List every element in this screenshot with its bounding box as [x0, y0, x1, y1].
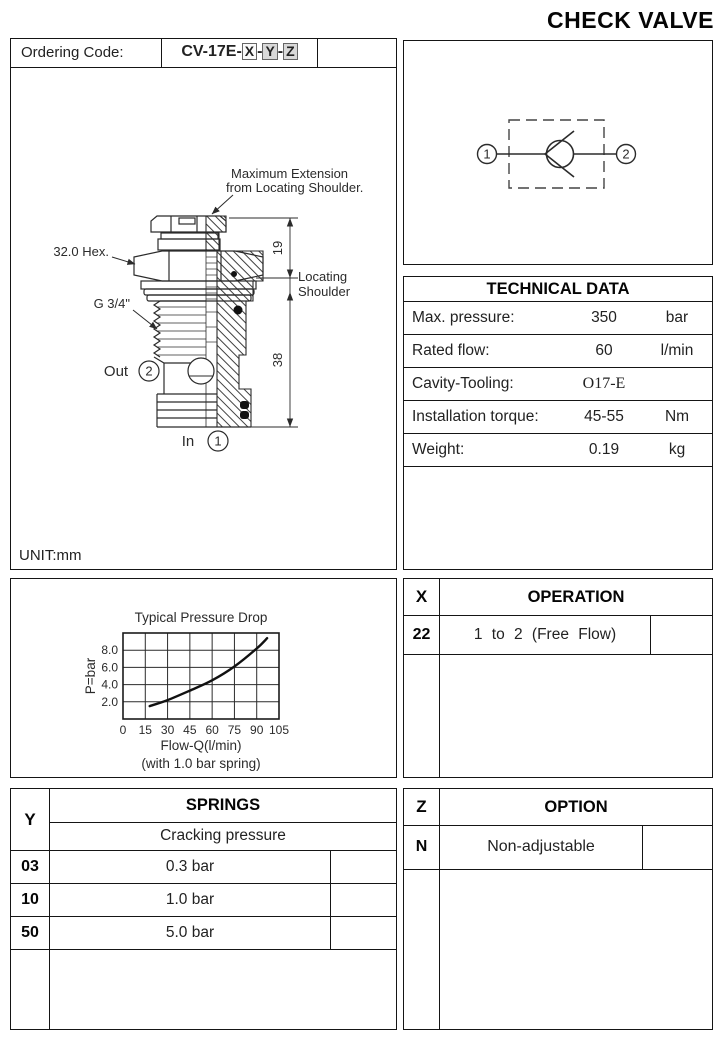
hex-leader: [112, 257, 135, 264]
option-col-header: Z: [416, 797, 427, 816]
svg-text:105: 105: [268, 723, 290, 737]
tech-row-installation-torque: [404, 400, 712, 434]
svg-text:2.0: 2.0: [101, 694, 118, 709]
ordering-code-prefix: CV-17E-: [181, 43, 242, 60]
spring-row-desc: 0.3 bar: [50, 850, 331, 883]
in-port-label: In: [181, 433, 195, 450]
symbol-panel: [403, 40, 713, 265]
operation-row-divider: [404, 654, 712, 655]
pressure-drop-chart: [11, 579, 395, 776]
ordering-code-empty-cell: [318, 39, 396, 67]
springs-col-header: Y: [24, 810, 36, 829]
option-row-desc: Non-adjustable: [440, 825, 643, 869]
dim-38-label: 38: [270, 352, 285, 368]
svg-text:15: 15: [138, 723, 152, 737]
out-port-hole: [188, 358, 214, 384]
ordering-code-z: Z: [283, 43, 298, 60]
tech-unit: bar: [665, 308, 689, 326]
chart-x-axis-label: Flow-Q(l/min): [160, 738, 242, 753]
tech-value: 0.19: [588, 440, 620, 458]
tech-unit: kg: [668, 440, 686, 458]
unit-label: UNIT:mm: [19, 547, 82, 564]
spring-row-divider: [11, 949, 396, 950]
svg-text:30: 30: [160, 723, 175, 737]
springs-title: SPRINGS: [50, 789, 396, 823]
dim-19-label: 19: [270, 240, 285, 256]
tech-row-max-pressure: [404, 301, 712, 335]
tech-value: O17-E: [582, 374, 626, 392]
springs-panel: [10, 788, 397, 1030]
svg-text:90: 90: [250, 723, 264, 737]
ordering-drawing-panel: [10, 38, 397, 570]
section-hatching: [206, 216, 263, 427]
chart-x-axis-sublabel: (with 1.0 bar spring): [141, 756, 261, 771]
pressure-drop-panel: [10, 578, 397, 778]
ordering-code-row: [11, 39, 396, 68]
spring-row-desc: 1.0 bar: [50, 883, 331, 916]
check-valve-symbol: [404, 41, 711, 263]
symbol-flow-path: [497, 131, 617, 177]
symbol-port1-number: 1: [483, 146, 491, 162]
chart-plot-area: [101, 633, 289, 737]
page-title: CHECK VALVE: [547, 7, 714, 33]
spring-row-code: 10: [21, 891, 39, 908]
ordering-code-x: X: [242, 43, 257, 60]
svg-text:45: 45: [183, 723, 197, 737]
option-row-divider: [404, 869, 712, 870]
hex-size-label: 32.0 Hex.: [53, 244, 109, 259]
code-dash-1: -: [257, 43, 263, 60]
tech-label: Weight:: [412, 440, 465, 458]
svg-text:8.0: 8.0: [101, 643, 118, 658]
operation-row-code: 22: [412, 626, 431, 643]
locating-shoulder-label-2: Shoulder: [298, 284, 351, 299]
svg-text:0: 0: [119, 723, 127, 737]
tech-label: Rated flow:: [412, 341, 490, 359]
spring-row-code: 03: [21, 858, 39, 875]
thread-size-label: G 3/4": [93, 296, 130, 311]
svg-text:60: 60: [205, 723, 219, 737]
option-panel: [403, 788, 713, 1030]
operation-title: OPERATION: [527, 588, 625, 606]
tech-value: 45-55: [584, 407, 624, 425]
max-extension-leader: [212, 195, 233, 214]
tech-label: Cavity-Tooling:: [412, 374, 514, 392]
ordering-code-y: Y: [262, 43, 277, 60]
operation-panel: [403, 578, 713, 778]
ordering-code-value: [162, 39, 318, 67]
option-row-code: N: [415, 838, 428, 855]
springs-subtitle: Cracking pressure: [160, 827, 286, 844]
svg-text:4.0: 4.0: [101, 677, 118, 692]
option-title: OPTION: [544, 798, 608, 816]
tech-value: 350: [591, 308, 617, 326]
locating-shoulder-label-1: Locating: [298, 269, 348, 284]
tech-row-cavity-tooling: [404, 367, 712, 401]
operation-col-header: X: [415, 587, 428, 606]
svg-text:6.0: 6.0: [101, 660, 118, 675]
technical-data-title: TECHNICAL DATA: [404, 277, 712, 302]
operation-row-desc: 1 to 2 (Free Flow): [440, 615, 651, 654]
max-extension-label-2: from Locating Shoulder.: [226, 180, 364, 195]
out-port-number: 2: [145, 363, 153, 379]
tech-unit: Nm: [664, 407, 690, 425]
in-port-number: 1: [214, 433, 222, 449]
tech-value: 60: [595, 341, 613, 359]
symbol-port2-number: 2: [622, 146, 630, 162]
max-extension-label-1: Maximum Extension: [231, 166, 349, 181]
technical-data-panel: [403, 276, 713, 570]
svg-text:75: 75: [227, 723, 242, 737]
tech-label: Installation torque:: [412, 407, 539, 425]
tech-label: Max. pressure:: [412, 308, 515, 326]
chart-y-axis-label: P=bar: [83, 657, 98, 695]
out-port-label: Out: [103, 363, 129, 380]
valve-section-drawing: [11, 67, 398, 541]
tech-row-rated-flow: [404, 334, 712, 368]
spring-row-desc: 5.0 bar: [50, 916, 331, 949]
tech-row-weight: [404, 433, 712, 467]
ordering-code-label: Ordering Code:: [11, 39, 162, 67]
spring-row-code: 50: [21, 924, 39, 941]
tech-unit: l/min: [660, 341, 694, 359]
thread-lines: [157, 257, 217, 355]
code-dash-2: -: [277, 43, 284, 60]
chart-title: Typical Pressure Drop: [134, 610, 268, 625]
